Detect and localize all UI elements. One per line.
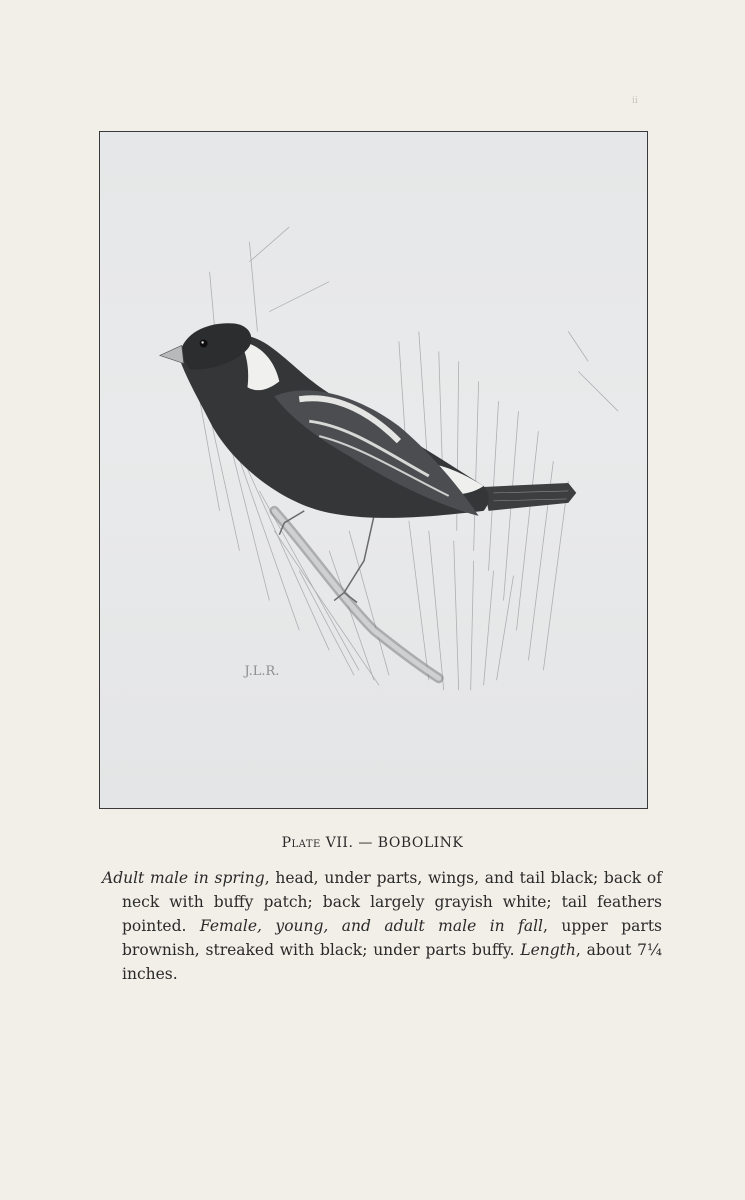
bird-tail [484,483,577,511]
plate-illustration [99,131,648,809]
caption-title: VII. — BOBOLINK [320,835,464,851]
artist-monogram: J.L.R. [244,664,280,680]
branch [274,511,438,678]
female-description: , upper parts brownish, streaked with black; under parts buffy. [122,917,663,959]
plate-description [102,866,662,986]
corner-mark: ii [632,96,638,106]
caption-prefix: Plate [281,835,321,851]
bird-body [160,323,489,518]
plate-caption [0,835,745,851]
female-label: Female, young, and adult male in fall [199,917,543,935]
length-unit: inches. [122,965,178,983]
description-paragraph [102,866,662,986]
male-description: , head, under parts, wings, and tail black; back of neck with buffy patch; back largely grayish white; tail feathers pointed. [122,869,662,935]
male-spring-label: Adult male in spring [102,869,265,887]
bird-legs [279,511,374,603]
length-value: 7¼ [637,941,662,959]
length-label: Length [520,941,576,959]
bobolink-drawing [100,132,647,808]
length-about: , about [575,941,638,959]
